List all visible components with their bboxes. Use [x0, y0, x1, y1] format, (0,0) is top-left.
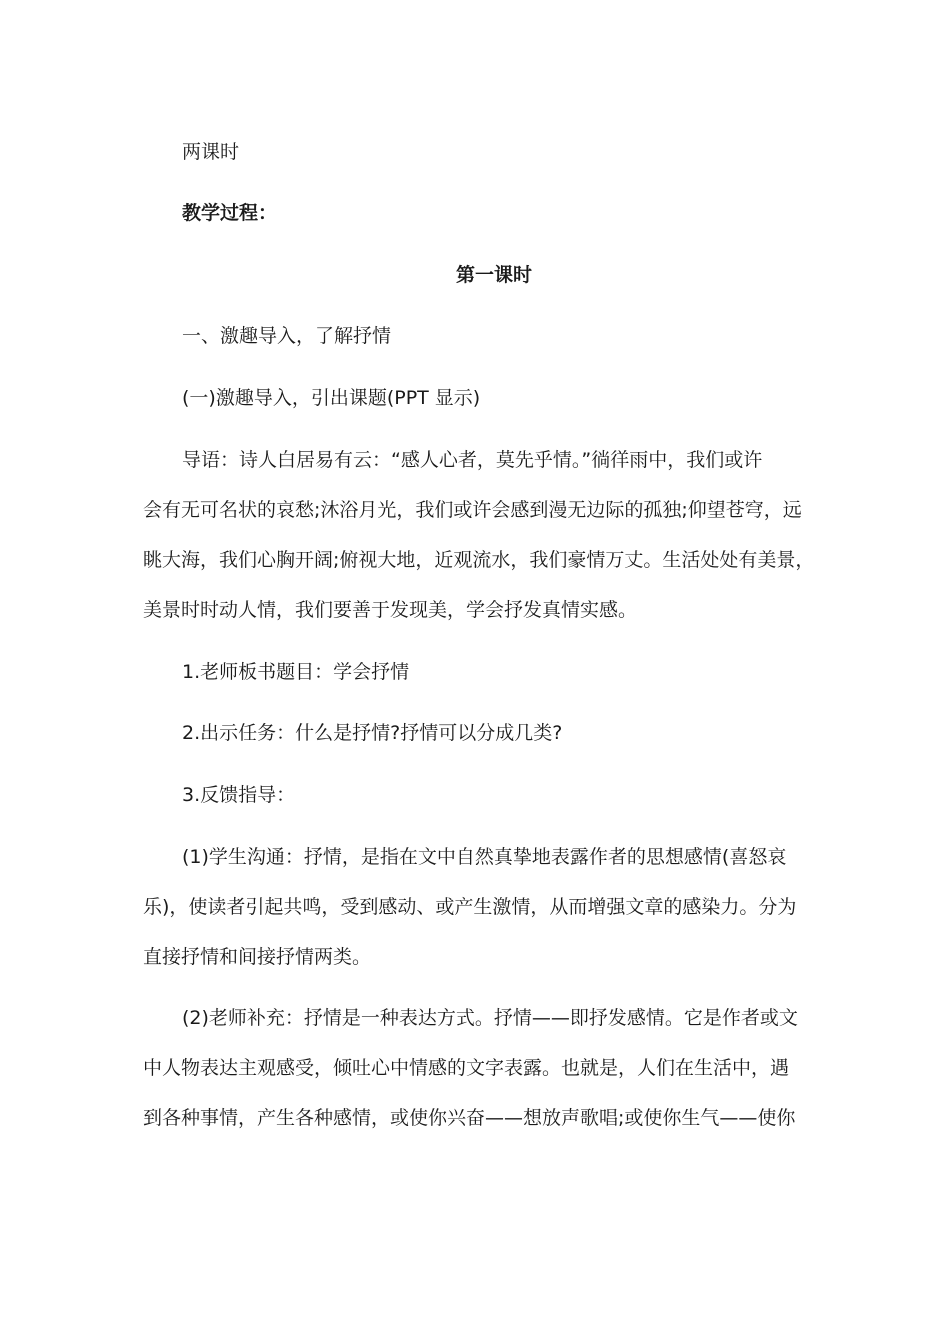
section-heading-one: 一、激趣导入，了解抒情 — [182, 325, 392, 347]
lesson-one-title: 第一课时 — [455, 264, 532, 286]
student-paragraph-line: 直接抒情和间接抒情两类。 — [143, 946, 372, 968]
teaching-process-heading: 教学过程： — [182, 202, 278, 224]
teacher-paragraph-line: 到各种事情，产生各种感情，或使你兴奋——想放声歌唱;或使你生气——使你 — [143, 1107, 796, 1129]
intro-paragraph-line: 美景时时动人情，我们要善于发现美，学会抒发真情实感。 — [143, 599, 638, 621]
intro-paragraph-line: 导语：诗人白居易有云：“感人心者，莫先乎情。”徜徉雨中，我们或许 — [182, 449, 763, 471]
step-two-line: 2.出示任务：什么是抒情?抒情可以分成几类? — [182, 722, 563, 744]
intro-paragraph-line: 会有无可名状的哀愁;沐浴月光，我们或许会感到漫无边际的孤独;仰望苍穹，远 — [143, 499, 802, 521]
teacher-paragraph-line: 中人物表达主观感受，倾吐心中情感的文字表露。也就是，人们在生活中，遇 — [143, 1057, 790, 1079]
student-paragraph-line: 乐)，使读者引起共鸣，受到感动、或产生激情，从而增强文章的感染力。分为 — [143, 896, 797, 918]
student-paragraph-line: (1)学生沟通：抒情，是指在文中自然真挚地表露作者的思想感情(喜怒哀 — [182, 846, 787, 868]
intro-paragraph-line: 眺大海，我们心胸开阔;俯视大地，近观流水，我们豪情万丈。生活处处有美景， — [143, 549, 815, 571]
subsection-heading-one: (一)激趣导入，引出课题(PPT 显示) — [182, 387, 481, 409]
step-one-line: 1.老师板书题目：学会抒情 — [182, 661, 410, 683]
step-three-line: 3.反馈指导： — [182, 784, 296, 806]
class-periods-line: 两课时 — [182, 141, 240, 163]
teacher-paragraph-line: (2)老师补充：抒情是一种表达方式。抒情——即抒发感情。它是作者或文 — [182, 1007, 798, 1029]
